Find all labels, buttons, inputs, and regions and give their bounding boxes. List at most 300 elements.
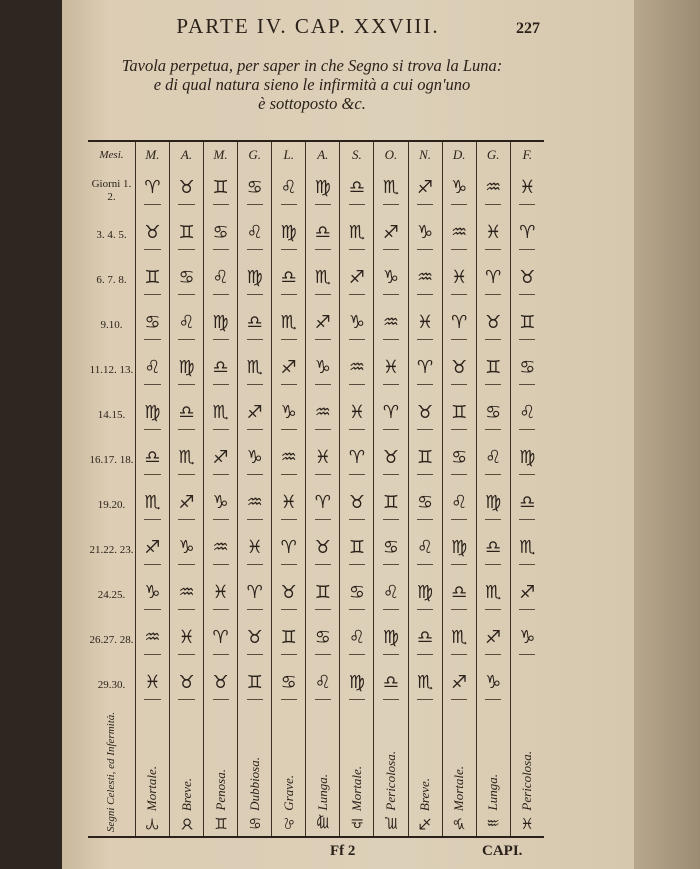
sign-cell — [169, 393, 203, 438]
zodiac-sign-icon: ♐ — [247, 402, 263, 430]
days-label: 24.25. — [97, 589, 126, 601]
days-label: 6. 7. 8. — [96, 274, 127, 286]
corner-label: Mesi. — [99, 149, 124, 161]
zodiac-sign-icon: ♈ — [213, 627, 229, 655]
sign-cell — [238, 618, 272, 663]
sign-cell — [169, 528, 203, 573]
zodiac-sign-icon: ♍ — [247, 267, 263, 295]
sign-cell — [408, 528, 442, 573]
days-label: 26.27. 28. — [89, 634, 134, 646]
sign-cell — [204, 438, 238, 483]
sign-cell — [135, 618, 169, 663]
zodiac-sign-icon: ♏ — [417, 672, 433, 700]
zodiac-sign-icon: ♍ — [313, 814, 332, 833]
zodiac-sign-icon: ♌ — [383, 582, 399, 610]
sign-cell — [374, 483, 408, 528]
sign-cell — [169, 258, 203, 303]
infirmity-nature: Grave. — [280, 775, 296, 811]
zodiac-sign-icon: ♌ — [417, 537, 433, 565]
zodiac-sign-icon: ♈ — [451, 312, 467, 340]
zodiac-sign-icon: ♐ — [485, 627, 501, 655]
sign-cell — [272, 348, 306, 393]
zodiac-sign-icon: ♒ — [247, 492, 263, 520]
zodiac-sign-icon: ♍ — [315, 177, 331, 205]
table-row — [88, 528, 544, 573]
infirmity-cell — [169, 708, 203, 837]
sign-cell — [476, 168, 510, 213]
zodiac-sign-icon: ♍ — [178, 357, 194, 385]
zodiac-sign-icon: ♍ — [485, 492, 501, 520]
zodiac-sign-icon: ♏ — [144, 492, 160, 520]
sign-cell — [238, 393, 272, 438]
zodiac-sign-icon: ♏ — [315, 267, 331, 295]
infirmity-nature: Dubbiosa. — [246, 757, 262, 811]
zodiac-sign-icon: ♌ — [279, 814, 298, 833]
sign-cell — [204, 528, 238, 573]
sign-cell — [374, 528, 408, 573]
sign-cell — [374, 168, 408, 213]
zodiac-sign-icon: ♉ — [383, 447, 399, 475]
sign-cell — [476, 258, 510, 303]
zodiac-sign-icon: ♍ — [281, 222, 297, 250]
month-header: L. — [272, 141, 306, 168]
sign-cell — [272, 483, 306, 528]
zodiac-sign-icon: ♊ — [281, 627, 297, 655]
sign-cell — [169, 303, 203, 348]
zodiac-sign-icon: ♐ — [519, 582, 535, 610]
zodiac-sign-icon: ♑ — [451, 177, 467, 205]
infirmity-text — [280, 771, 298, 832]
days-label: 19.20. — [97, 499, 126, 511]
zodiac-sign-icon: ♐ — [281, 357, 297, 385]
month-header: S. — [340, 141, 374, 168]
sign-cell — [238, 438, 272, 483]
zodiac-sign-icon: ♊ — [213, 177, 229, 205]
zodiac-sign-icon: ♎ — [281, 267, 297, 295]
sign-cell — [135, 663, 169, 708]
sign-cell — [306, 348, 340, 393]
zodiac-sign-icon: ♋ — [247, 177, 263, 205]
sign-cell — [238, 258, 272, 303]
zodiac-sign-icon: ♐ — [383, 222, 399, 250]
zodiac-sign-icon: ♎ — [383, 672, 399, 700]
zodiac-sign-icon: ♍ — [144, 402, 160, 430]
zodiac-sign-icon: ♈ — [485, 267, 501, 295]
zodiac-sign-icon: ♉ — [281, 582, 297, 610]
zodiac-sign-icon: ♎ — [247, 312, 263, 340]
zodiac-sign-icon: ♓ — [178, 627, 194, 655]
sign-cell — [476, 438, 510, 483]
infirmity-nature: Pericolosa. — [382, 751, 398, 811]
infirmity-cell — [442, 708, 476, 837]
zodiac-sign-icon: ♑ — [519, 627, 535, 655]
sign-cell — [340, 393, 374, 438]
zodiac-sign-icon: ♈ — [383, 402, 399, 430]
infirmity-cell — [510, 708, 544, 837]
zodiac-sign-icon: ♋ — [281, 672, 297, 700]
sign-cell — [442, 393, 476, 438]
sign-cell — [510, 168, 544, 213]
zodiac-sign-icon: ♋ — [451, 447, 467, 475]
sign-cell — [408, 213, 442, 258]
zodiac-sign-icon: ♈ — [349, 447, 365, 475]
sign-cell — [238, 528, 272, 573]
sign-cell — [306, 573, 340, 618]
month-header: M. — [204, 141, 238, 168]
zodiac-sign-icon: ♏ — [178, 447, 194, 475]
table-row — [88, 483, 544, 528]
zodiac-sign-icon: ♑ — [349, 312, 365, 340]
month-header: G. — [476, 141, 510, 168]
sign-cell — [340, 213, 374, 258]
sign-cell — [442, 618, 476, 663]
zodiac-sign-icon: ♏ — [247, 357, 263, 385]
infirmity-nature: Pericolosa. — [519, 751, 535, 811]
sign-cell — [408, 168, 442, 213]
infirmity-text — [143, 762, 161, 832]
month-header-row — [88, 141, 544, 168]
zodiac-sign-icon: ♓ — [247, 537, 263, 565]
zodiac-sign-icon: ♐ — [451, 672, 467, 700]
zodiac-sign-icon: ♒ — [315, 402, 331, 430]
sign-cell — [204, 393, 238, 438]
infirmity-nature: Mortale. — [348, 765, 364, 811]
zodiac-sign-icon: ♊ — [315, 582, 331, 610]
zodiac-sign-icon: ♓ — [315, 447, 331, 475]
sign-cell — [272, 168, 306, 213]
zodiac-sign-icon: ♍ — [213, 312, 229, 340]
sign-cell — [476, 663, 510, 708]
zodiac-sign-icon: ♈ — [143, 814, 162, 833]
sign-cell — [408, 348, 442, 393]
zodiac-sign-icon: ♊ — [247, 672, 263, 700]
facing-page-edge — [634, 0, 700, 869]
zodiac-sign-icon: ♐ — [178, 492, 194, 520]
zodiac-sign-icon: ♏ — [281, 312, 297, 340]
zodiac-sign-icon: ♒ — [417, 267, 433, 295]
infirmity-cell — [306, 708, 340, 837]
sign-cell — [510, 348, 544, 393]
zodiac-sign-icon: ♎ — [349, 177, 365, 205]
zodiac-sign-icon: ♊ — [144, 267, 160, 295]
zodiac-sign-icon: ♑ — [450, 814, 469, 833]
sign-cell — [204, 213, 238, 258]
sign-cell — [442, 168, 476, 213]
sign-cell — [306, 303, 340, 348]
infirmity-nature: Breve. — [417, 777, 433, 811]
zodiac-sign-icon: ♏ — [383, 177, 399, 205]
zodiac-sign-icon: ♉ — [315, 537, 331, 565]
infirmity-nature: Mortale. — [451, 765, 467, 811]
infirmity-text — [178, 774, 196, 832]
infirmity-cell — [476, 708, 510, 837]
zodiac-sign-icon: ♉ — [213, 672, 229, 700]
zodiac-sign-icon: ♑ — [247, 447, 263, 475]
zodiac-sign-icon: ♌ — [178, 312, 194, 340]
table-row — [88, 213, 544, 258]
infirmity-text — [518, 747, 536, 832]
zodiac-sign-icon: ♎ — [451, 582, 467, 610]
sign-cell — [476, 393, 510, 438]
days-label: 16.17. 18. — [89, 454, 134, 466]
zodiac-sign-icon: ♎ — [519, 492, 535, 520]
zodiac-sign-icon: ♒ — [178, 582, 194, 610]
zodiac-sign-icon: ♍ — [383, 627, 399, 655]
zodiac-sign-icon: ♍ — [519, 447, 535, 475]
month-header: G. — [238, 141, 272, 168]
sign-cell — [238, 213, 272, 258]
zodiac-sign-icon: ♊ — [451, 402, 467, 430]
table-row — [88, 663, 544, 708]
sign-cell — [238, 573, 272, 618]
month-header: N. — [408, 141, 442, 168]
zodiac-sign-icon: ♈ — [315, 492, 331, 520]
sign-cell — [135, 258, 169, 303]
sign-cell — [340, 573, 374, 618]
sign-cell — [135, 573, 169, 618]
zodiac-sign-icon: ♓ — [383, 357, 399, 385]
zodiac-sign-icon: ♊ — [519, 312, 535, 340]
zodiac-sign-icon: ♐ — [144, 537, 160, 565]
sign-cell — [340, 258, 374, 303]
zodiac-sign-icon: ♓ — [417, 312, 433, 340]
infirmity-cell — [408, 708, 442, 837]
sign-cell — [408, 573, 442, 618]
sign-cell — [135, 213, 169, 258]
sign-cell — [476, 528, 510, 573]
table-row — [88, 393, 544, 438]
sign-cell — [374, 618, 408, 663]
zodiac-sign-icon: ♉ — [178, 177, 194, 205]
sign-cell — [238, 168, 272, 213]
zodiac-sign-icon: ♎ — [315, 222, 331, 250]
infirmity-cell — [135, 708, 169, 837]
month-header: D. — [442, 141, 476, 168]
running-title: PARTE IV. CAP. XXVIII. — [176, 14, 440, 38]
sign-cell — [238, 303, 272, 348]
zodiac-sign-icon: ♎ — [213, 357, 229, 385]
infirmity-cell — [374, 708, 408, 837]
sign-cell — [442, 663, 476, 708]
sign-cell — [272, 618, 306, 663]
sign-cell — [510, 573, 544, 618]
table-row — [88, 573, 544, 618]
sign-cell — [476, 483, 510, 528]
zodiac-sign-icon: ♐ — [213, 447, 229, 475]
sign-cell — [476, 348, 510, 393]
zodiac-sign-icon: ♏ — [485, 582, 501, 610]
month-header: O. — [374, 141, 408, 168]
title-line: è sottoposto &c. — [258, 94, 366, 113]
zodiac-sign-icon: ♍ — [417, 582, 433, 610]
zodiac-sign-icon: ♉ — [178, 672, 194, 700]
infirmity-text — [212, 765, 230, 832]
sign-cell — [442, 528, 476, 573]
zodiac-sign-icon: ♊ — [349, 537, 365, 565]
zodiac-sign-icon: ♓ — [349, 402, 365, 430]
sign-cell — [204, 348, 238, 393]
zodiac-sign-icon: ♓ — [281, 492, 297, 520]
sign-cell — [272, 303, 306, 348]
sign-cell — [476, 213, 510, 258]
infirmity-text — [314, 770, 332, 832]
zodiac-sign-icon: ♌ — [451, 492, 467, 520]
sign-cell — [238, 483, 272, 528]
zodiac-sign-icon: ♎ — [485, 537, 501, 565]
page-header — [100, 14, 540, 39]
sign-cell — [340, 348, 374, 393]
table-row — [88, 438, 544, 483]
infirmity-text — [348, 762, 366, 832]
sign-cell — [272, 258, 306, 303]
zodiac-sign-icon: ♐ — [349, 267, 365, 295]
sign-cell — [374, 303, 408, 348]
zodiac-sign-icon: ♐ — [416, 814, 435, 833]
sign-cell — [135, 168, 169, 213]
moon-sign-table — [88, 140, 544, 838]
month-header: A. — [169, 141, 203, 168]
sign-cell — [476, 573, 510, 618]
sign-cell — [169, 483, 203, 528]
sign-cell — [135, 528, 169, 573]
zodiac-sign-icon: ♊ — [485, 357, 501, 385]
zodiac-sign-icon: ♓ — [144, 672, 160, 700]
zodiac-sign-icon: ♌ — [281, 177, 297, 205]
sign-cell — [408, 663, 442, 708]
sign-cell — [408, 618, 442, 663]
sign-cell — [272, 573, 306, 618]
infirmity-cell — [238, 708, 272, 837]
table-row — [88, 303, 544, 348]
sign-cell — [510, 618, 544, 663]
zodiac-sign-icon: ♒ — [281, 447, 297, 475]
zodiac-sign-icon: ♈ — [247, 582, 263, 610]
signature-mark: Ff 2 — [330, 843, 356, 859]
sign-cell — [374, 438, 408, 483]
sign-cell — [340, 168, 374, 213]
zodiac-sign-icon: ♓ — [519, 177, 535, 205]
sign-cell — [374, 258, 408, 303]
zodiac-sign-icon: ♋ — [315, 627, 331, 655]
sign-cell — [408, 258, 442, 303]
infirmity-nature: Lunga. — [314, 774, 330, 811]
zodiac-sign-icon: ♓ — [213, 582, 229, 610]
zodiac-sign-icon: ♋ — [178, 267, 194, 295]
zodiac-sign-icon: ♌ — [315, 672, 331, 700]
sign-cell — [306, 213, 340, 258]
catchword: CAPI. — [482, 843, 523, 859]
zodiac-sign-icon: ♍ — [451, 537, 467, 565]
sign-cell — [340, 303, 374, 348]
sign-cell — [340, 663, 374, 708]
zodiac-sign-icon: ♎ — [347, 814, 366, 833]
zodiac-sign-icon: ♌ — [144, 357, 160, 385]
month-header: F. — [510, 141, 544, 168]
zodiac-sign-icon: ♒ — [144, 627, 160, 655]
zodiac-sign-icon: ♎ — [144, 447, 160, 475]
infirmity-row — [88, 708, 544, 837]
sign-cell — [442, 213, 476, 258]
sign-cell — [476, 618, 510, 663]
sign-cell — [204, 303, 238, 348]
zodiac-sign-icon: ♎ — [178, 402, 194, 430]
zodiac-sign-icon: ♒ — [451, 222, 467, 250]
page-number: 227 — [516, 20, 540, 37]
title-line: e di qual natura sieno le infirmità a cui ogn'uno — [153, 75, 471, 94]
zodiac-sign-icon: ♌ — [349, 627, 365, 655]
sign-cell — [442, 258, 476, 303]
infirmity-label-cell — [88, 708, 135, 837]
zodiac-sign-icon: ♏ — [349, 222, 365, 250]
days-label: 14.15. — [97, 409, 126, 421]
zodiac-sign-icon: ♉ — [519, 267, 535, 295]
month-header: M. — [135, 141, 169, 168]
zodiac-sign-icon: ♏ — [381, 814, 400, 833]
zodiac-sign-icon: ♋ — [213, 222, 229, 250]
zodiac-sign-icon: ♑ — [178, 537, 194, 565]
sign-cell — [169, 213, 203, 258]
infirmity-text — [450, 762, 468, 832]
table-row — [88, 258, 544, 303]
sign-cell — [510, 483, 544, 528]
sign-cell — [169, 663, 203, 708]
sign-cell — [374, 393, 408, 438]
sign-cell — [135, 483, 169, 528]
sign-cell — [510, 303, 544, 348]
sign-cell — [510, 438, 544, 483]
days-label: Giorni 1. 2. — [91, 177, 132, 203]
zodiac-sign-icon: ♑ — [315, 357, 331, 385]
infirmity-nature: Penosa. — [212, 769, 228, 811]
zodiac-sign-icon: ♉ — [451, 357, 467, 385]
zodiac-sign-icon: ♋ — [245, 814, 264, 833]
infirmity-nature: Mortale. — [144, 765, 160, 811]
infirmity-cell — [204, 708, 238, 837]
table-row — [88, 168, 544, 213]
sign-cell — [272, 438, 306, 483]
sign-cell — [510, 663, 544, 708]
zodiac-sign-icon: ♒ — [213, 537, 229, 565]
sign-cell — [510, 213, 544, 258]
zodiac-sign-icon: ♑ — [383, 267, 399, 295]
sign-cell — [238, 348, 272, 393]
zodiac-sign-icon: ♊ — [211, 814, 230, 833]
zodiac-sign-icon: ♌ — [213, 267, 229, 295]
zodiac-sign-icon: ♋ — [519, 357, 535, 385]
sign-cell — [135, 348, 169, 393]
sign-cell — [510, 528, 544, 573]
infirmity-cell — [272, 708, 306, 837]
zodiac-sign-icon: ♈ — [144, 177, 160, 205]
sign-cell — [204, 483, 238, 528]
sign-cell — [169, 348, 203, 393]
sign-cell — [442, 303, 476, 348]
days-label: 21.22. 23. — [89, 544, 134, 556]
zodiac-sign-icon: ♋ — [383, 537, 399, 565]
infirmity-nature: Lunga. — [485, 774, 501, 811]
infirmity-text — [246, 753, 264, 832]
zodiac-sign-icon: ♌ — [247, 222, 263, 250]
zodiac-sign-icon: ♉ — [349, 492, 365, 520]
table-title — [72, 56, 552, 113]
zodiac-sign-icon: ♊ — [417, 447, 433, 475]
sign-cell — [510, 393, 544, 438]
sign-cell — [306, 393, 340, 438]
sign-cell — [340, 618, 374, 663]
zodiac-sign-icon: ♏ — [451, 627, 467, 655]
zodiac-sign-icon: ♑ — [417, 222, 433, 250]
sign-cell — [374, 663, 408, 708]
